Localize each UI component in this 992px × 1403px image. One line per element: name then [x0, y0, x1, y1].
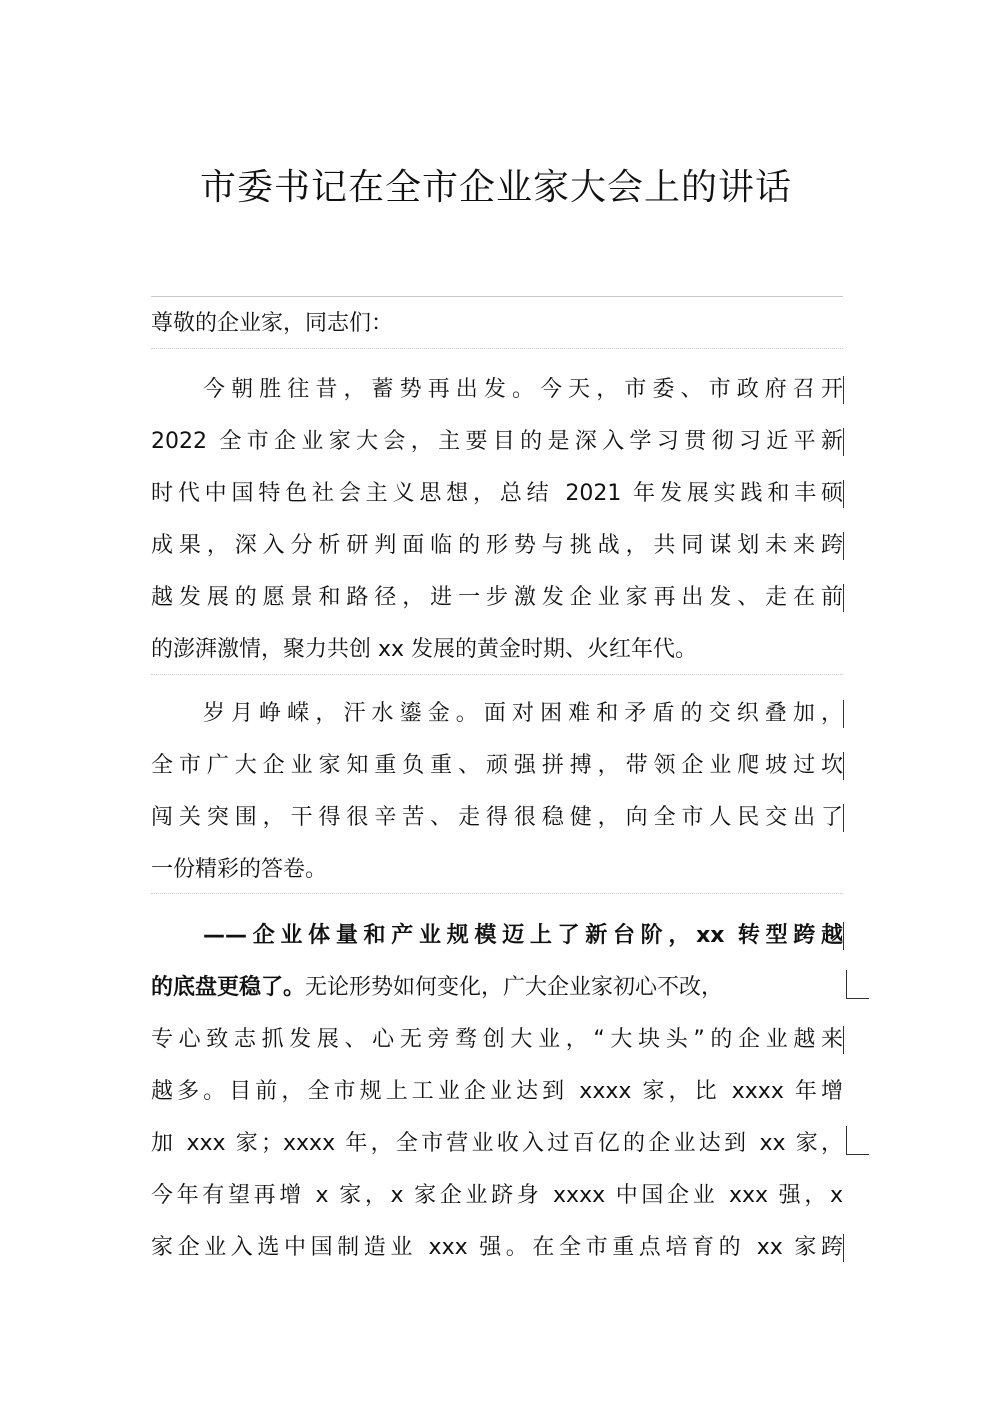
paragraph-text: 无论形势如何变化，广大企业家初心不改，	[305, 975, 724, 1000]
paragraph-line	[151, 968, 843, 1008]
paragraph-line: 2022 全市企业家大会，主要目的是深入学习贯彻习近平新	[151, 429, 843, 454]
paragraph-line: 今朝胜往昔，蓄势再出发。今天，市委、市政府召开	[203, 377, 843, 402]
paragraph-line: 越发展的愿景和路径，进一步激发企业家再出发、走在前	[151, 585, 843, 610]
paragraph-line: 今年有望再增 x 家，x 家企业跻身 xxxx 中国企业 xxx 强，x	[151, 1183, 843, 1208]
paragraph-line: 家企业入选中国制造业 xxx 强。在全市重点培育的 xx 家跨	[151, 1235, 843, 1260]
paragraph-line: 闯关突围，干得很辛苦、走得很稳健，向全市人民交出了	[151, 805, 843, 830]
margin-mark	[843, 1026, 844, 1054]
salutation: 尊敬的企业家，同志们：	[151, 311, 394, 336]
margin-mark	[843, 480, 844, 508]
divider	[151, 348, 843, 349]
document-title: 市委书记在全市企业家大会上的讲话	[199, 167, 792, 208]
margin-mark	[843, 428, 844, 456]
margin-mark	[843, 1234, 844, 1262]
paragraph-line: 全市广大企业家知重负重、顽强拼搏，带领企业爬坡过坎	[151, 753, 843, 778]
paragraph-line: 加 xxx 家；xxxx 年，全市营业收入过百亿的企业达到 xx 家，	[151, 1131, 843, 1156]
divider	[151, 674, 843, 675]
margin-mark	[843, 804, 844, 832]
top-divider	[151, 296, 843, 297]
section-heading-end: 的底盘更稳了。	[151, 975, 306, 1000]
margin-mark	[843, 700, 844, 728]
margin-mark	[843, 922, 844, 950]
margin-mark	[843, 376, 844, 404]
paragraph-line: 一份精彩的答卷。	[151, 857, 328, 882]
margin-mark	[843, 752, 844, 780]
paragraph-line: 岁月峥嵘，汗水鎏金。面对困难和矛盾的交织叠加，	[203, 701, 843, 726]
paragraph-line: 的澎湃激情，聚力共创 xx 发展的黄金时期、火红年代。	[151, 637, 698, 662]
margin-mark	[846, 1126, 869, 1155]
divider	[151, 893, 843, 894]
paragraph-line: 专心致志抓发展、心无旁骛创大业，“大块头”的企业越来	[151, 1027, 843, 1052]
margin-mark	[846, 970, 869, 999]
margin-mark	[843, 532, 844, 560]
paragraph-line: 越多。目前，全市规上工业企业达到 xxxx 家，比 xxxx 年增	[151, 1079, 843, 1104]
paragraph-line: 成果，深入分析研判面临的形势与挑战，共同谋划未来跨	[151, 533, 843, 558]
paragraph-line: 时代中国特色社会主义思想，总结 2021 年发展实践和丰硕	[151, 481, 843, 506]
margin-mark	[843, 584, 844, 612]
section-heading: ——企业体量和产业规模迈上了新台阶，xx 转型跨越	[203, 923, 843, 948]
